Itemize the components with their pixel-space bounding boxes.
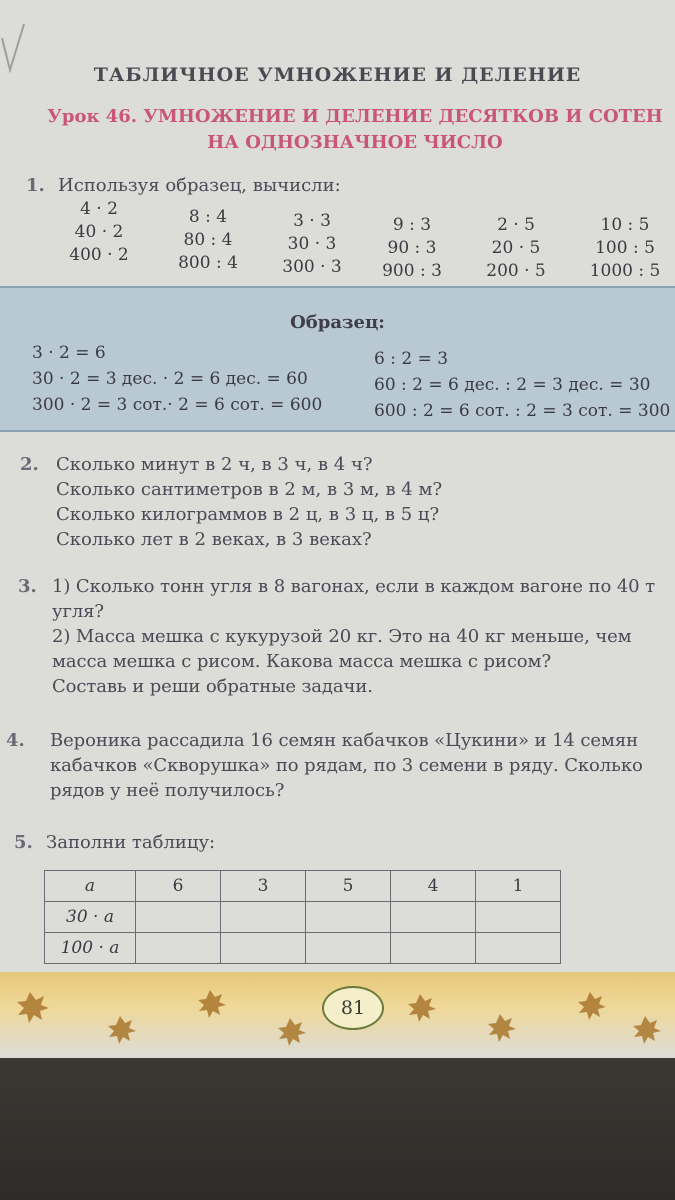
task4-text	[50, 728, 643, 803]
exercise-column	[272, 210, 352, 279]
sample-box	[0, 286, 675, 432]
exercise-column	[170, 206, 246, 275]
task-line: 1) Сколько тонн угля в 8 вагонах, если в каждом вагоне по 40 т	[52, 576, 655, 597]
table-value-cell: 5	[306, 871, 391, 902]
exercise: 10 : 5	[600, 215, 650, 235]
task-number: 4.	[6, 730, 25, 751]
table-empty-cell	[136, 933, 221, 964]
exercise: 80 : 4	[183, 230, 233, 250]
table-surface	[0, 1058, 675, 1200]
exercise: 2 · 5	[497, 215, 535, 235]
table-row	[45, 871, 561, 902]
task-line: Сколько сантиметров в 2 м, в 3 м, в 4 м?	[56, 479, 443, 500]
exercise: 30 · 3	[287, 234, 337, 254]
exercise: 20 · 5	[491, 238, 541, 258]
table-row	[45, 902, 561, 933]
task5-text: Заполни таблицу:	[46, 832, 216, 853]
sample-line: 6 : 2 = 3	[374, 349, 449, 369]
table-empty-cell	[221, 902, 306, 933]
sample-division	[374, 346, 670, 424]
task2-text	[56, 452, 442, 552]
task-line: Составь и реши обратные задачи.	[52, 676, 373, 697]
task-number: 1.	[26, 175, 45, 196]
table-empty-cell	[306, 933, 391, 964]
sample-line: 30 · 2 = 3 дес. · 2 = 6 дес. = 60	[32, 369, 308, 389]
table-header-label: a	[45, 871, 136, 902]
task-line: Вероника рассадила 16 семян кабачков «Цукини» и 14 семян	[50, 730, 638, 751]
exercise: 400 · 2	[69, 245, 129, 265]
exercise: 900 : 3	[382, 261, 442, 281]
exercise: 9 : 3	[392, 215, 432, 235]
table-empty-cell	[221, 933, 306, 964]
table-empty-cell	[476, 933, 561, 964]
exercise: 90 : 3	[387, 238, 437, 258]
section-title: ТАБЛИЧНОЕ УМНОЖЕНИЕ И ДЕЛЕНИЕ	[93, 64, 582, 86]
task-line: рядов у неё получилось?	[50, 780, 285, 801]
page-number: 81	[322, 986, 384, 1030]
lesson-title-line1: Урок 46. УМНОЖЕНИЕ И ДЕЛЕНИЕ ДЕСЯТКОВ И СОТЕН	[47, 106, 663, 127]
exercise: 8 : 4	[188, 207, 228, 227]
sample-line: 3 · 2 = 6	[32, 343, 106, 363]
table-empty-cell	[476, 902, 561, 933]
task-line: Сколько килограммов в 2 ц, в 3 ц, в 5 ц?	[56, 504, 440, 525]
table-row-label: 100 · a	[45, 933, 136, 964]
sample-line: 60 : 2 = 6 дес. : 2 = 3 дес. = 30	[374, 375, 651, 395]
task1-text: Используя образец, вычисли:	[58, 175, 341, 196]
task3-text	[52, 574, 655, 699]
exercise: 800 : 4	[178, 253, 238, 273]
table-row-label: 30 · a	[45, 902, 136, 933]
sample-multiplication	[32, 340, 322, 418]
exercise-column	[478, 214, 554, 283]
exercise-column	[374, 214, 450, 283]
task-number: 2.	[20, 454, 39, 475]
table-value-cell: 3	[221, 871, 306, 902]
lesson-title-line2: НА ОДНОЗНАЧНОЕ ЧИСЛО	[207, 132, 503, 153]
exercise: 3 · 3	[293, 211, 331, 231]
task-line: 2) Масса мешка с кукурузой 20 кг. Это на 40 кг меньше, чем	[52, 626, 632, 647]
task-number: 5.	[14, 832, 33, 853]
lesson-title	[30, 104, 675, 156]
sample-title: Образец:	[290, 312, 385, 333]
exercise: 200 · 5	[486, 261, 546, 281]
table-row	[45, 933, 561, 964]
table-value-cell: 1	[476, 871, 561, 902]
exercise: 4 · 2	[80, 199, 118, 219]
exercise: 1000 : 5	[589, 261, 661, 281]
table-empty-cell	[306, 902, 391, 933]
table-value-cell: 6	[136, 871, 221, 902]
task-line: кабачков «Скворушка» по рядам, по 3 семени в ряду. Сколько	[50, 755, 643, 776]
exercise-column	[66, 198, 132, 267]
task-line: угля?	[52, 601, 104, 622]
exercise: 40 · 2	[74, 222, 124, 242]
sample-line: 300 · 2 = 3 сот.· 2 = 6 сот. = 600	[32, 395, 323, 415]
fill-in-table	[44, 870, 561, 964]
task-number: 3.	[18, 576, 37, 597]
table-empty-cell	[136, 902, 221, 933]
exercise: 300 · 3	[282, 257, 342, 277]
task-line: масса мешка с рисом. Какова масса мешка с рисом?	[52, 651, 551, 672]
exercise: 100 : 5	[595, 238, 655, 258]
task-line: Сколько лет в 2 веках, в 3 веках?	[56, 529, 372, 550]
table-value-cell: 4	[391, 871, 476, 902]
exercise-column	[582, 214, 668, 283]
table-empty-cell	[391, 902, 476, 933]
table-empty-cell	[391, 933, 476, 964]
sample-line: 600 : 2 = 6 сот. : 2 = 3 сот. = 300	[374, 401, 671, 421]
task-line: Сколько минут в 2 ч, в 3 ч, в 4 ч?	[56, 454, 373, 475]
